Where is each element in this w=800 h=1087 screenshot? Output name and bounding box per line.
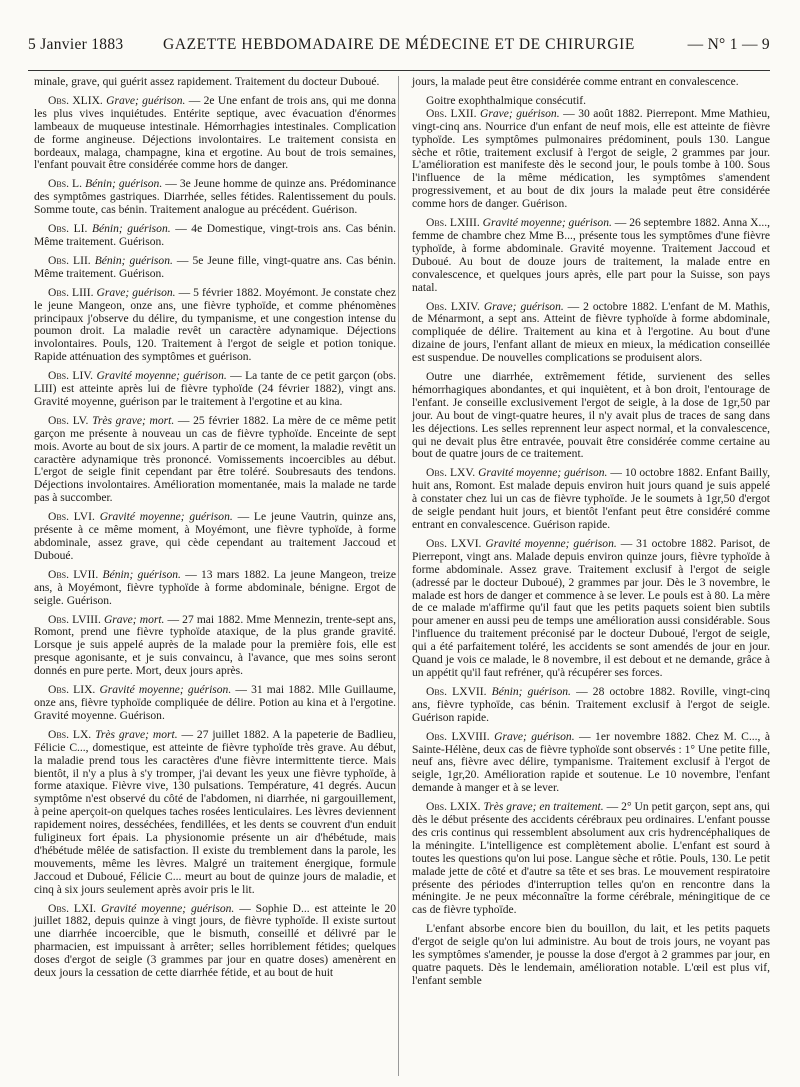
diagnosis-label: Bénin; guérison.	[85, 178, 163, 191]
diagnosis-label: Très grave; mort.	[95, 728, 178, 741]
case-text: — 25 février 1882. La mère de ce même petit garçon me présente à nouveau un cas de fièvre typhoïde. Enceinte de sept mois. Avorte au bout de six jours. A partir de ce moment, la maladie revêtit un caractère adynamique très prononcé. Vomissements incoercibles au début. L'ergot de seigle finit cependant par être toléré. Soubresauts des tendons. Déjections involontaires. Amélioration momentanée, mais la malade ne tarde pas à succomber.	[34, 414, 396, 505]
diagnosis-label: Gravité moyenne; guérison.	[100, 902, 235, 915]
diagnosis-label: Bénin; guérison.	[94, 254, 173, 267]
observation-number: Obs. LXVIII.	[426, 730, 490, 743]
case-text: — 10 octobre 1882. Enfant Bailly, huit ans, Romont. Est malade depuis environ huit jours quand je suis appelé à constater chez lui un cas de fièvre typhoïde. Je le soumets à 1gr,50 d'ergot de seigle pendant huit jours, et bientôt l'enfant peut être considéré comme entrant en convalescence. Guérison rapide.	[412, 467, 771, 531]
observation-number: Obs. LII.	[48, 254, 91, 267]
diagnosis-label: Grave; guérison.	[480, 107, 560, 120]
observation-number: Obs. LXIII.	[426, 217, 480, 230]
case-text: — La tante de ce petit garçon (obs. LIII) est atteinte après lui de fièvre typhoïde (24 février 1882), vingt ans. Gravité moyenne, guérison par le traitement à l'ergotine et au kina.	[34, 370, 396, 408]
diagnosis-label: Grave; guérison.	[96, 286, 176, 299]
case-paragraph	[34, 95, 396, 172]
case-text: — 31 mai 1882. Mlle Guillaume, onze ans, fièvre typhoïde compliquée de délire. Potion au kina et à l'ergotine. Gravité moyenne. Guérison.	[34, 684, 396, 722]
observation-number: Obs. LIII.	[48, 286, 94, 299]
case-paragraph	[34, 415, 396, 505]
case-text: — 30 août 1882. Pierrepont. Mme Mathieu, vingt-cinq ans. Nourrice d'un enfant de neuf mois, elle est atteinte de fièvre typhoïde. Les symptômes pulmonaires prédominent, pouls 130. Langue sèche et rôtie, traitement exclusif à l'ergot de seigle, 2 grammes par jour. L'amélioration est manifeste dès le second jour, le pouls tombe à 100. Sous l'influence de la même médication, les symptômes s'amendent progressivement, et au bout de dix jours la malade peut être considérée comme hors de danger. Guérison.	[412, 107, 770, 211]
case-paragraph	[34, 370, 396, 409]
case-paragraph	[34, 729, 396, 897]
diagnosis-label: Gravité moyenne; guérison.	[96, 370, 227, 383]
case-text: — 27 juillet 1882. A la papeterie de Badlieu, Félicie C..., domestique, est atteinte de fièvre typhoïde très grave. Au début, la maladie prend tous les caractères d'une fièvre intermittente tierce. Mais bientôt, il n'y a plus à s'y tromper, j'ai devant les yeux une fièvre typhoïde, à forme ataxique. Fièvre vive, 130 pulsations. Température, 41 degrés. Aucun symptôme n'est observé du côté de l'abdomen, ni diarrhée, ni gargouillement, à peine aperçoit-on quelques taches rosées lenticulaires. Les lèvres deviennent rapidement noires, desséchées, fendillées, et les dents se couvrent d'un enduit fuligineux fort épais. La physionomie présente un air d'hébétude, mais d'hébétude mêlée de satisfaction. Il existe du tremblement dans la parole, les mouvements, même les lèvres. Malgré un traitement énergique, formule Jaccoud et Duboué, Félicie C... meurt au bout de quinze jours de maladie, et cinq à six jours seulement après avoir pris le lit.	[34, 728, 396, 896]
case-paragraph	[412, 538, 770, 680]
observation-number: Obs. LXV.	[426, 467, 476, 480]
text-paragraph: Outre une diarrhée, extrêmement fétide, survienent des selles hémorrhagiques abondantes, et qui inquiètent, et à bon droit, l'entourage de l'enfant. Je conseille exclusivement l'ergot de seigle, à la dose de 1gr,50 par jour. Au bout de vingt-quatre heures, il n'y avait plus de traces de sang dans les déjections. Les selles reprennent leur aspect normal, et la convalescence, qui ne devait plus être entravée, pouvait être considérée comme certaine au bout de quatre jours de ce traitement.	[412, 371, 770, 461]
text-paragraph: minale, grave, qui guérit assez rapidement. Traitement du docteur Duboué.	[34, 76, 380, 88]
case-paragraph	[34, 903, 396, 980]
observation-number: Obs. LI.	[48, 223, 88, 236]
diagnosis-label: Bénin; guérison.	[102, 568, 181, 581]
observation-number: Obs. LXI.	[48, 902, 97, 915]
observation-number: Obs. LVII.	[48, 568, 99, 581]
diagnosis-label: Grave; mort.	[103, 613, 165, 626]
case-text: — 2e Une enfant de trois ans, qui me donna les plus vives inquiétudes. Entérite septique, avec évacuation d'énormes lambeaux de muqueuse intestinale. Hémorrhagies intestinales. Complication de forme angineuse. Déjections involontaires. Le traitement consista en bordeaux, malaga, champagne, kina et ergotine. Au bout de trois semaines, l'enfant pouvait être considérée comme hors de danger.	[34, 94, 396, 172]
case-text: — 27 mai 1882. Mme Mennezin, trente-sept ans, Romont, prend une fièvre typhoïde ataxique, de la plus grande gravité. Lorsque je suis appelé auprès de la malade pour la première fois, elle est presque agonisante, et je suis convaincu, à l'avance, que mes soins seront donnés en pure perte. Mort, deux jours après.	[34, 613, 396, 678]
observation-number: Obs. LXIV.	[426, 300, 480, 313]
case-paragraph	[412, 801, 770, 917]
text-paragraph: L'enfant absorbe encore bien du bouillon, du lait, et les petits paquets d'ergot de seigle qu'on lui administre. Au bout de trois jours, ne voyant pas les symptômes s'amender, je pousse la dose d'ergot à 2 grammes par jour, en quatre paquets. Dès le lendemain, amélioration notable. L'œil est plus vif, l'enfant semble	[412, 923, 770, 987]
observation-number: Obs. LVI.	[48, 511, 95, 524]
case-paragraph	[412, 686, 770, 725]
diagnosis-label: Grave; guérison.	[483, 300, 564, 313]
observation-number: Obs. LX.	[48, 728, 92, 741]
diagnosis-label: Gravité moyenne; guérison.	[478, 467, 608, 480]
header-rule	[28, 70, 770, 71]
case-text: — 2° Un petit garçon, sept ans, qui dès le début présente des accidents cérébraux peu ordinaires. L'enfant pousse des cris continus qui ressemblent absolument aux cris hydrencéphaliques de la méningite. L'intelligence est complètement abolie. L'enfant est sourd à toutes les questions qu'on lui pose. Langue sèche et rôtie. Pouls, 130. Le petit malade jette de côté et d'autre sa tête et ses bras. Le mouvement respiratoire présente des périodes d'interruption telles qu'on en rencontre dans la méningite. Je ne peux méconnaître la forme cérébrale, méningitique de ce cas de fièvre typhoïde.	[412, 801, 770, 917]
case-paragraph	[412, 467, 770, 532]
observation-number: Obs. LXVII.	[426, 685, 487, 698]
case-text: — 3e Jeune homme de quinze ans. Prédominance des symptômes gastriques. Diarrhée, selles fétides. Ralentissement du pouls. Somme toute, cas bénin. Traitement analogue au précédent. Guérison.	[34, 178, 397, 217]
text-paragraph: jours, la malade peut être considérée comme entrant en convalescence.	[412, 76, 739, 88]
case-text: — Sophie D... est atteinte le 20 juillet 1882, depuis quinze à vingt jours, de fièvre typhoïde. Il existe surtout une diarrhée incoercible, que le bismuth, conseillé et délivré par le pharmacien, est impuissant à arrêter; selles horriblement fétides; quelques doses d'ergot de seigle (3 grammes par jour en quatre doses) amenèrent en deux jours la cessation de cette diarrhée fétide, et au bout de huit	[34, 902, 397, 980]
observation-number: Obs. LXIX.	[426, 801, 481, 814]
case-paragraph	[412, 731, 770, 796]
observation-number: Obs. LIV.	[48, 370, 94, 383]
column-divider	[398, 76, 399, 1076]
case-paragraph	[34, 223, 396, 249]
case-paragraph	[34, 255, 396, 281]
diagnosis-label: Gravité moyenne; guérison.	[99, 511, 233, 524]
observation-number: Obs. LV.	[48, 414, 89, 427]
diagnosis-label: Gravité moyenne; guérison.	[482, 217, 612, 230]
diagnosis-label: Très grave; en traitement.	[483, 801, 604, 814]
case-paragraph	[34, 178, 396, 217]
case-paragraph	[412, 108, 770, 211]
case-paragraph	[34, 511, 396, 563]
case-text: — 13 mars 1882. La jeune Mangeon, treize ans, à Moyémont, fièvre typhoïde à forme abdominale, bénigne. Ergot de seigle. Guérison.	[34, 568, 397, 607]
observation-number: Obs. LXII.	[426, 107, 477, 120]
case-text: — 31 octobre 1882. Parisot, de Pierrepont, vingt ans. Malade depuis environ quinze jours, fièvre typhoïde à forme abdominale. Assez grave. Traitement exclusif à l'ergot de seigle (adressé par le docteur Duboué), 2 grammes par jour. Dès le 3 novembre, le malade est hors de danger et commence à se lever. Le pouls est à 80. La mère de ce malade m'affirme qu'il faut que les petits paquets soient bien subtils pour amener en aussi peu de temps une amélioration aussi considérable. Sous l'influence du traitement préconisé par le docteur Duboué, l'ergot de seigle, qui a été parfaitement toléré, les accidents se sont amendés de jour en jour. Quand je vois ce malade, le 8 novembre, il est debout et ne demande, grâce à un appétit qu'il faut refréner, qu'à récupérer ses forces.	[412, 537, 770, 679]
case-text: — 2 octobre 1882. L'enfant de M. Mathis, de Ménarmont, a sept ans. Atteint de fièvre typhoïde à forme abdominale, compliquée de délire. Traitement au kina et à l'ergotine. Au bout d'une dizaine de jours, l'enfant allant de mieux en mieux, la médication conseillée est suspendue. De nouvelles complications se produisent alors.	[412, 300, 771, 365]
case-paragraph	[34, 614, 396, 679]
diagnosis-label: Gravité moyenne; guérison.	[485, 537, 617, 550]
case-text: — Le jeune Vautrin, quinze ans, présente à ce même moment, à Moyémont, une fièvre typhoïde, à forme abdominale, assez grave, qui cède cependant au traitement Jaccoud et Duboué.	[34, 511, 397, 562]
issue-date: 5 Janvier 1883	[28, 36, 124, 53]
observation-number: Obs. LVIII.	[48, 613, 101, 626]
case-text: — 5 février 1882. Moyémont. Je constate chez le jeune Mangeon, onze ans, une fièvre typhoïde, et comme phénomènes principaux j'observe du délire, du tympanisme, et une congestion intense du poumon droit. La maladie revêt un caractère adynamique. Déjections involontaires. Pouls, 120. Traitement à l'ergot de seigle et potion tonique. Rapide atténuation des symptômes et guérison.	[34, 286, 397, 364]
case-text: — 26 septembre 1882. Anna X..., femme de chambre chez Mme B..., présente tous les symptômes d'une fièvre typhoïde, à forme abdominale. Gravité moyenne. Traitement Jaccoud et Duboué. Au bout de douze jours de traitement, la malade entre en convalescence, et quelques jours après, elle part pour la Suisse, son pays natal.	[412, 217, 771, 294]
observation-number: Obs. XLIX.	[48, 94, 103, 107]
diagnosis-label: Bénin; guérison.	[91, 223, 171, 236]
observation-number: Obs. LXVI.	[426, 537, 482, 550]
left-column	[34, 76, 396, 986]
case-text: — 4e Domestique, vingt-trois ans. Cas bénin. Même traitement. Guérison.	[34, 223, 397, 248]
issue-page-number: — N° 1 — 9	[687, 36, 770, 53]
journal-title: GAZETTE HEBDOMADAIRE DE MÉDECINE ET DE CHIRURGIE	[163, 36, 635, 53]
case-paragraph	[34, 287, 396, 364]
observation-number: Obs. LIX.	[48, 684, 96, 697]
observation-number: Obs. L.	[48, 178, 83, 191]
diagnosis-label: Gravité moyenne; guérison.	[99, 684, 232, 697]
case-text: — 5e Jeune fille, vingt-quatre ans. Cas bénin. Même traitement. Guérison.	[34, 254, 396, 280]
case-text: — 28 octobre 1882. Roville, vingt-cinq ans, fièvre typhoïde, cas bénin. Traitement exclusif à l'ergot de seigle. Guérison rapide.	[412, 685, 770, 724]
case-paragraph	[34, 569, 396, 608]
diagnosis-label: Bénin; guérison.	[491, 685, 571, 698]
right-column	[412, 76, 771, 987]
page-header	[28, 12, 770, 52]
diagnosis-label: Très grave; mort.	[92, 414, 175, 427]
case-paragraph	[412, 217, 770, 294]
diagnosis-label: Grave; guérison.	[494, 730, 575, 743]
case-text: — 1er novembre 1882. Chez M. C..., à Sainte-Hélène, deux cas de fièvre typhoïde sont observés : 1° Une petite fille, neuf ans, fièvre avec délire, tympanisme. Traitement exclusif à l'ergot de seigle, 1gr,20. Amélioration rapide et soutenue. Le 10 novembre, l'enfant demande à manger et à se lever.	[412, 730, 770, 795]
text-paragraph: Goitre exophthalmique consécutif.	[426, 94, 587, 107]
diagnosis-label: Grave; guérison.	[106, 94, 186, 107]
case-paragraph	[34, 684, 396, 723]
case-paragraph	[412, 301, 770, 366]
